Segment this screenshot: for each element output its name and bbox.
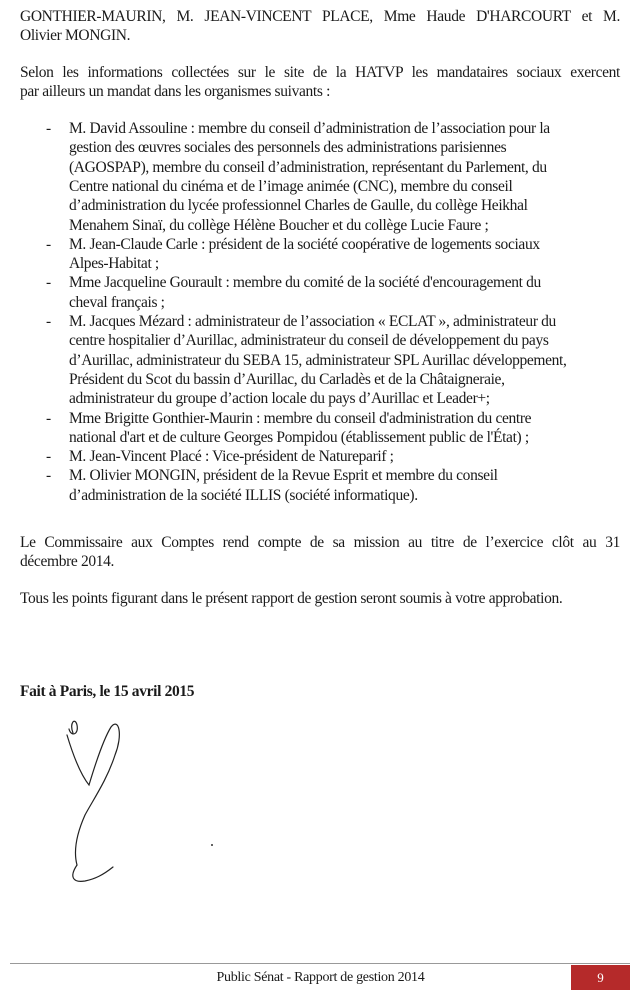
- signoff-date: Fait à Paris, le 15 avril 2015: [20, 683, 195, 700]
- bullet-marker: -: [46, 448, 51, 466]
- mandate-line: Menahem Sinaï, du collège Hélène Boucher et du collège Lucie Faure ;: [69, 216, 489, 234]
- approval-paragraph: Tous les points figurant dans le présent rapport de gestion seront soumis à votre approbation.: [20, 590, 563, 607]
- bullet-marker: -: [46, 274, 51, 292]
- mandate-line: (AGOSPAP), membre du conseil d’administration, représentant du Parlement, du: [69, 158, 547, 176]
- footer-rule: [10, 963, 630, 964]
- mandate-line: d’Aurillac, administrateur du SEBA 15, administrateur SPL Aurillac développement,: [69, 351, 567, 369]
- bullet-marker: -: [46, 409, 51, 427]
- mandate-line: Centre national du cinéma et de l’image animée (CNC), membre du conseil: [69, 177, 513, 195]
- page-number: 9: [571, 965, 630, 990]
- bullet-marker: -: [46, 235, 51, 253]
- mandate-line: M. Jean-Claude Carle : président de la société coopérative de logements sociaux: [69, 235, 540, 253]
- mandate-line: Mme Jacqueline Gourault : membre du comité de la société d'encouragement du: [69, 274, 541, 292]
- bullet-marker: -: [46, 313, 51, 330]
- hatvp-line: par ailleurs un mandat dans les organismes suivants :: [20, 83, 331, 100]
- intro-line: Olivier MONGIN.: [20, 27, 131, 44]
- mandate-line: M. Jean-Vincent Placé : Vice-président de Natureparif ;: [69, 448, 394, 466]
- footer-title: Public Sénat - Rapport de gestion 2014: [216, 970, 425, 985]
- mandate-line: M. Jacques Mézard : administrateur de l’association « ECLAT », administrateur du: [69, 313, 556, 330]
- mandate-line: gestion des œuvres sociales des personnels des administrations parisiennes: [69, 139, 507, 157]
- bullet-marker: -: [46, 120, 51, 137]
- mandate-line: centre hospitalier d’Aurillac, administrateur du conseil de développement du pays: [69, 332, 549, 350]
- mandate-line: M. Olivier MONGIN, président de la Revue Esprit et membre du conseil: [69, 467, 498, 485]
- hatvp-line: Selon les informations collectées sur le site de la HATVP les mandataires sociaux exercent: [20, 64, 620, 81]
- mandate-line: Président du Scot du bassin d’Aurillac, du Carladès et de la Châtaigneraie,: [69, 370, 505, 388]
- mandate-line: cheval français ;: [69, 293, 165, 311]
- mandate-line: Mme Brigitte Gonthier-Maurin : membre du conseil d'administration du centre: [69, 409, 532, 427]
- mandate-line: d’administration de la société ILLIS (société informatique).: [69, 486, 418, 504]
- ink-dot: [211, 844, 213, 846]
- commissaire-line: Le Commissaire aux Comptes rend compte de sa mission au titre de l’exercice clôt au 31: [20, 534, 620, 551]
- mandate-line: national d'art et de culture Georges Pompidou (établissement public de l'État) ;: [69, 428, 529, 446]
- mandate-line: d’administration du lycée professionnel Charles de Gaulle, du collège Heikhal: [69, 197, 528, 215]
- bullet-marker: -: [46, 467, 51, 485]
- intro-line: GONTHIER-MAURIN, M. JEAN-VINCENT PLACE, Mme Haude D'HARCOURT et M.: [20, 8, 620, 25]
- mandate-line: Alpes-Habitat ;: [69, 255, 159, 273]
- mandate-line: M. David Assouline : membre du conseil d’administration de l’association pour la: [69, 120, 550, 137]
- mandate-line: administrateur du groupe d’action locale du pays d’Aurillac et Leader+;: [69, 390, 490, 408]
- handwritten-signature: [55, 715, 165, 890]
- commissaire-line: décembre 2014.: [20, 553, 115, 570]
